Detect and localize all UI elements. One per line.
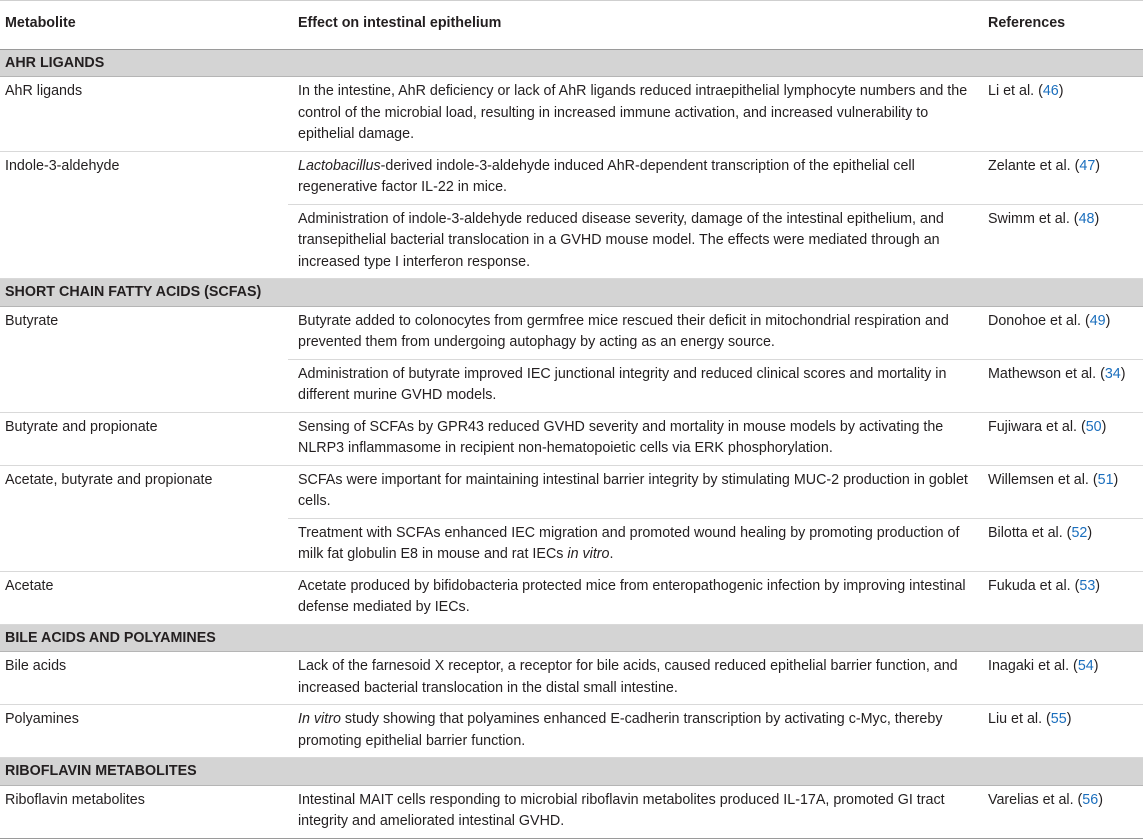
reference-author: Fukuda et al.	[988, 577, 1071, 594]
metabolite-cell: Indole-3-aldehyde	[5, 157, 120, 174]
table-row	[0, 151, 1143, 204]
reference-cell: Liu et al. (55)	[978, 705, 1143, 758]
effect-cell: Sensing of SCFAs by GPR43 reduced GVHD severity and mortality in mouse models by activating the NLRP3 inflammasome in recipient non-hematopoietic cells via ERK phosphorylation.	[288, 412, 978, 465]
effect-cell: Administration of butyrate improved IEC junctional integrity and reduced clinical scores and mortality in different murine GVHD models.	[288, 359, 978, 412]
reference-cell: Bilotta et al. (52)	[978, 518, 1143, 571]
table-row	[0, 412, 1143, 465]
effect-cell: Acetate produced by bifidobacteria protected mice from enteropathogenic infection by improving intestinal defense mediated by IECs.	[288, 571, 978, 624]
metabolite-cell	[0, 204, 288, 279]
reference-cell: Li et al. (46)	[978, 77, 1143, 152]
table-header-row	[0, 1, 1143, 50]
table-row	[0, 518, 1143, 571]
header-metabolite: Metabolite	[0, 1, 288, 50]
section-ahr-ligands	[0, 49, 1143, 77]
reference-link[interactable]: 49	[1089, 312, 1106, 329]
table-row	[0, 204, 1143, 279]
section-title: AHR LIGANDS	[0, 49, 1143, 77]
reference-author: Swimm et al.	[988, 210, 1070, 227]
metabolite-cell: Riboflavin metabolites	[0, 785, 288, 838]
table-row	[0, 465, 1143, 518]
reference-cell: Varelias et al. (56)	[978, 785, 1143, 838]
effect-italic-text: in vitro	[567, 546, 610, 562]
effect-tail-text: .	[609, 546, 614, 562]
reference-link[interactable]: 47	[1079, 157, 1096, 174]
reference-author: Bilotta et al.	[988, 524, 1063, 541]
table-row	[0, 571, 1143, 624]
effect-cell: Intestinal MAIT cells responding to microbial riboflavin metabolites produced IL-17A, promoted GI tract integrity and ameliorated intestinal GVHD.	[288, 785, 978, 838]
effect-cell: Administration of indole-3-aldehyde reduced disease severity, damage of the intestinal epithelium, and transepithelial bacterial translocation in a GVHD mouse model. The effects were mediated through an increased type I interferon response.	[288, 204, 978, 279]
section-bile-acids-polyamines	[0, 624, 1143, 652]
reference-cell: Inagaki et al. (54)	[978, 652, 1143, 705]
effect-cell	[288, 518, 978, 571]
reference-link[interactable]: 56	[1082, 791, 1099, 808]
reference-link[interactable]: 55	[1050, 711, 1067, 727]
reference-author: Zelante et al.	[988, 157, 1071, 174]
metabolite-cell	[0, 518, 288, 571]
reference-author: Donohoe et al.	[988, 312, 1081, 329]
effect-cell: Lack of the farnesoid X receptor, a receptor for bile acids, caused reduced epithelial barrier function, and increased bacterial translocation in the distal small intestine.	[288, 652, 978, 705]
section-short-chain-fatty-acids	[0, 279, 1143, 307]
reference-link[interactable]: 34	[1104, 365, 1121, 382]
effect-cell: Butyrate added to colonocytes from germfree mice rescued their deficit in mitochondrial respiration and prevented them from undergoing autophagy by acting as an energy source.	[288, 306, 978, 359]
section-title: RIBOFLAVIN METABOLITES	[0, 758, 1143, 786]
reference-cell: Willemsen et al. (51)	[978, 465, 1143, 518]
reference-link[interactable]: 54	[1077, 658, 1094, 674]
reference-author: Liu et al.	[988, 711, 1043, 727]
effect-text: -derived indole-3-aldehyde induced AhR-dependent transcription of the epithelial cell regenerative factor IL-22 in mice.	[298, 157, 915, 195]
metabolite-cell: Bile acids	[0, 652, 288, 705]
table-row	[0, 705, 1143, 758]
header-effect: Effect on intestinal epithelium	[288, 1, 978, 50]
reference-link[interactable]: 48	[1078, 210, 1095, 227]
table-row	[0, 785, 1143, 838]
reference-cell: Swimm et al. (48)	[978, 204, 1143, 279]
reference-link[interactable]: 50	[1085, 418, 1102, 435]
reference-author: Li et al.	[988, 83, 1035, 99]
metabolite-cell	[0, 359, 288, 412]
reference-author: Varelias et al.	[988, 791, 1074, 808]
reference-cell: Donohoe et al. (49)	[978, 306, 1143, 359]
metabolite-cell: AhR ligands	[0, 77, 288, 152]
reference-link[interactable]: 52	[1071, 524, 1088, 541]
metabolite-cell: Polyamines	[0, 705, 288, 758]
metabolite-cell: Butyrate and propionate	[0, 412, 288, 465]
effect-italic-text: In vitro	[298, 711, 341, 727]
reference-author: Inagaki et al.	[988, 658, 1070, 674]
table-row	[0, 359, 1143, 412]
section-riboflavin-metabolites	[0, 758, 1143, 786]
reference-link[interactable]: 46	[1042, 83, 1059, 99]
reference-author: Willemsen et al.	[988, 471, 1089, 488]
reference-link[interactable]: 51	[1097, 471, 1114, 488]
metabolite-cell: Acetate	[0, 571, 288, 624]
table-row	[0, 652, 1143, 705]
reference-cell: Fujiwara et al. (50)	[978, 412, 1143, 465]
effect-cell	[288, 151, 978, 204]
reference-cell: Mathewson et al. (34)	[978, 359, 1143, 412]
section-title: BILE ACIDS AND POLYAMINES	[0, 624, 1143, 652]
reference-author: Mathewson et al.	[988, 365, 1097, 382]
reference-cell: Zelante et al. (47)	[978, 151, 1143, 204]
effect-cell	[288, 705, 978, 758]
reference-author: Fujiwara et al.	[988, 418, 1077, 435]
effect-text: study showing that polyamines enhanced E-cadherin transcription by activating c-Myc, thereby promoting epithelial barrier function.	[298, 711, 943, 749]
effect-cell: In the intestine, AhR deficiency or lack of AhR ligands reduced intraepithelial lymphocyte numbers and the control of the microbial load, resulting in increased immune activation, and increased vulnerability to epithelial damage.	[288, 77, 978, 152]
metabolite-cell: Butyrate	[5, 312, 59, 329]
metabolite-cell: Acetate, butyrate and propionate	[5, 471, 213, 488]
effect-text: Treatment with SCFAs enhanced IEC migration and promoted wound healing by promoting production of milk fat globulin E8 in mouse and rat IECs	[298, 524, 960, 562]
effect-italic-text: Lactobacillus	[298, 157, 381, 174]
reference-link[interactable]: 53	[1079, 577, 1096, 594]
table-row	[0, 306, 1143, 359]
table-row	[0, 77, 1143, 152]
header-references: References	[978, 1, 1143, 50]
section-title: SHORT CHAIN FATTY ACIDS (SCFAS)	[0, 279, 1143, 307]
reference-cell: Fukuda et al. (53)	[978, 571, 1143, 624]
effect-cell: SCFAs were important for maintaining intestinal barrier integrity by stimulating MUC-2 production in goblet cells.	[288, 465, 978, 518]
